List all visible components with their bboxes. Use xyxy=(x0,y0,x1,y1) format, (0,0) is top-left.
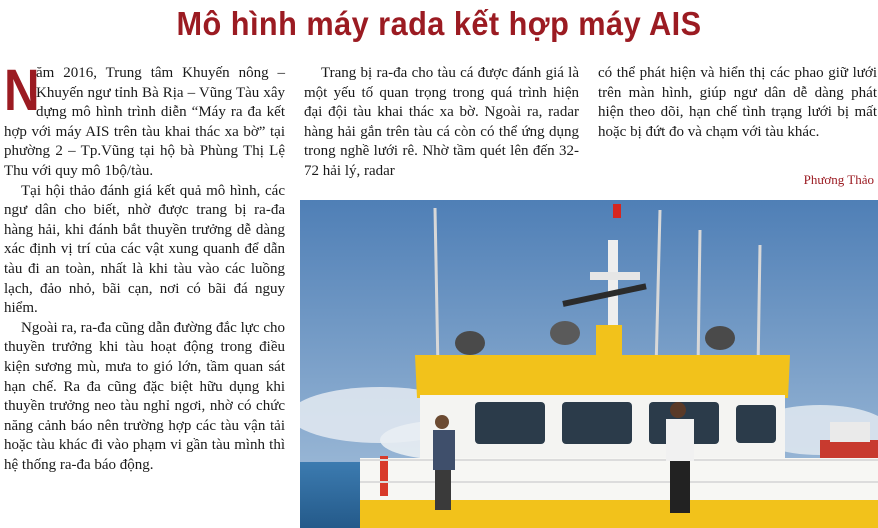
text-column-3 xyxy=(598,64,877,142)
mast-crossbar xyxy=(590,272,640,280)
person-head xyxy=(670,402,686,418)
author-byline: Phương Thảo xyxy=(803,172,874,187)
person-head xyxy=(435,415,449,429)
cabin-roof-box xyxy=(596,325,622,355)
window xyxy=(475,402,545,444)
text-column-2 xyxy=(304,64,579,182)
article-title: Mô hình máy rada kết hợp máy AIS xyxy=(176,5,702,42)
antenna xyxy=(698,230,700,370)
searchlight xyxy=(455,331,485,355)
drop-cap: N xyxy=(4,58,40,123)
paragraph-3: Ngoài ra, ra-đa cũng dẫn đường đắc lực cho thuyền trưởng khi tàu hoạt động trong điều kiện sương mù, mưa to gió lớn, tầm quan sát hạn chế. Ra đa cũng đặc biệt hữu dụng khi thuyền trưởng neo tàu nghỉ ngơi, nhờ có chức năng cảnh báo nên trường hợp các tàu vận tải hoặc tàu khác đi vào phạm vi gần tàu mình thì hệ thống ra-đa báo động. xyxy=(4,319,285,473)
boat-photo xyxy=(300,200,878,528)
person-legs xyxy=(435,470,451,510)
paragraph-2: Tại hội thảo đánh giá kết quả mô hình, các ngư dân cho biết, nhờ được trang bị ra-đa hàng hải, khi đánh bắt thuyền trưởng dễ dàng xác định vị trí của các vật xung quanh để dẫn tàu đi an toàn, nhất là khi tàu vào các luồng lạch, đảo nhỏ, bãi cạn, nơi có bãi đá nguy hiểm. xyxy=(4,182,285,317)
searchlight xyxy=(550,321,580,345)
text-column-1 xyxy=(4,58,285,475)
person-body xyxy=(433,430,455,470)
person-body xyxy=(666,419,694,461)
cabin-top xyxy=(415,355,790,398)
antenna xyxy=(758,245,760,370)
mast-light xyxy=(613,204,621,218)
hull-red-post xyxy=(380,456,388,496)
paragraph-1-text: ăm 2016, Trung tâm Khuyến nông – Khuyến ngư tỉnh Bà Rịa – Vũng Tàu xây dựng mô hình trình diễn “Máy ra đa kết hợp với máy AIS trên tàu khai thác xa bờ” tại phường 2 – Tp.Vũng tại hộ bà Phùng Thị Lệ Thu với quy mô 1bộ/tàu. xyxy=(4,65,285,179)
paragraph-4: Trang bị ra-đa cho tàu cá được đánh giá là một yếu tố quan trọng trong quá trình hiện đại đội tàu khai thác xa bờ. Ngoài ra, radar hàng hải gắn trên tàu cá còn có thể ứng dụng trong nghề lưới rê. Nhờ tầm quét lên đến 32-72 hải lý, radar xyxy=(304,65,579,179)
window xyxy=(562,402,632,444)
paragraph-5: có thể phát hiện và hiển thị các phao giữ lưới trên màn hình, giúp ngư dân dễ dàng phát hiện theo dõi, hạn chế tình trạng lưới bị mất hoặc bị đứt đo và chạm với tàu khác. xyxy=(598,65,877,140)
distant-boat-cabin xyxy=(830,422,870,442)
person-legs xyxy=(670,461,690,513)
searchlight xyxy=(705,326,735,350)
window xyxy=(736,405,776,443)
paragraph-1 xyxy=(4,58,285,182)
